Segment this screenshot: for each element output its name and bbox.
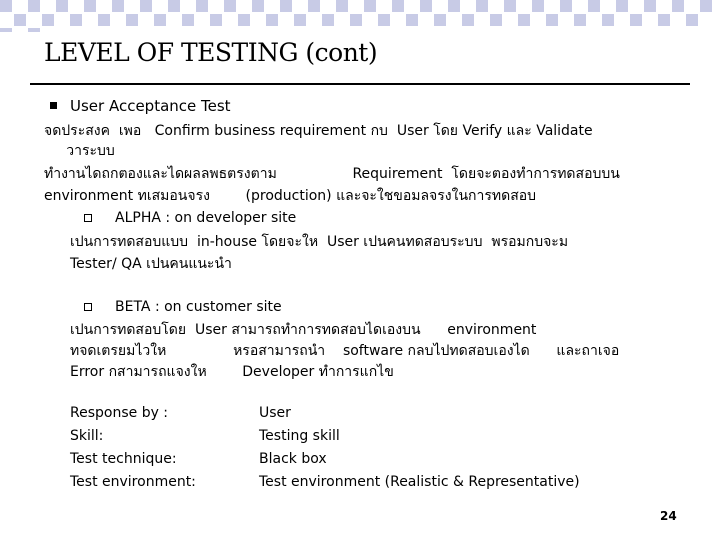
title-underline: [30, 83, 690, 85]
alpha-line: Tester/ QA เปนคนแนะนำ: [70, 256, 232, 272]
beta-line: เปนการทดสอบโดย User สามารถทำการทดสอบไดเองบน environment: [70, 322, 537, 338]
square-bullet-icon: [50, 102, 57, 109]
table-label: Skill:: [70, 428, 104, 444]
beta-line: Error กสามารถแจงให Developer ทำการแกไข: [70, 364, 394, 380]
table-value: Black box: [259, 451, 327, 467]
alpha-line: เปนการทดสอบแบบ in-house โดยจะให User เปนคนทดสอบระบบ พรอมกบจะม: [70, 234, 569, 250]
bullet-heading: User Acceptance Test: [70, 97, 231, 115]
table-value: Test environment (Realistic & Representative): [259, 474, 580, 490]
beta-line: ทจดเตรยมไวให หรอสามารถนำ software กลบไปทดสอบเองได และถาเจอ: [70, 343, 620, 359]
beta-heading: BETA : on customer site: [115, 299, 282, 315]
paragraph-line: จดประสงค เพอ Confirm business requirement กบ User โดย Verify และ Validate: [44, 123, 593, 139]
table-label: Test technique:: [70, 451, 177, 467]
table-value: Testing skill: [259, 428, 340, 444]
hollow-square-bullet-icon: [84, 214, 92, 222]
slide-title: LEVEL OF TESTING (cont): [44, 38, 378, 67]
table-label: Response by :: [70, 405, 169, 421]
table-value: User: [259, 405, 291, 421]
decorative-grid: [0, 0, 720, 32]
paragraph-line: environment ทเสมอนจรง (production) และจะใชขอมลจรงในการทดสอบ: [44, 188, 537, 204]
alpha-heading: ALPHA : on developer site: [115, 210, 297, 226]
hollow-square-bullet-icon: [84, 303, 92, 311]
table-label: Test environment:: [70, 474, 196, 490]
page-number: 24: [660, 509, 677, 523]
paragraph-line: ทำงานไดถกตองและไดผลลพธตรงตาม Requirement โดยจะตองทำการทดสอบบน: [44, 166, 620, 182]
paragraph-line: วาระบบ: [44, 143, 115, 159]
